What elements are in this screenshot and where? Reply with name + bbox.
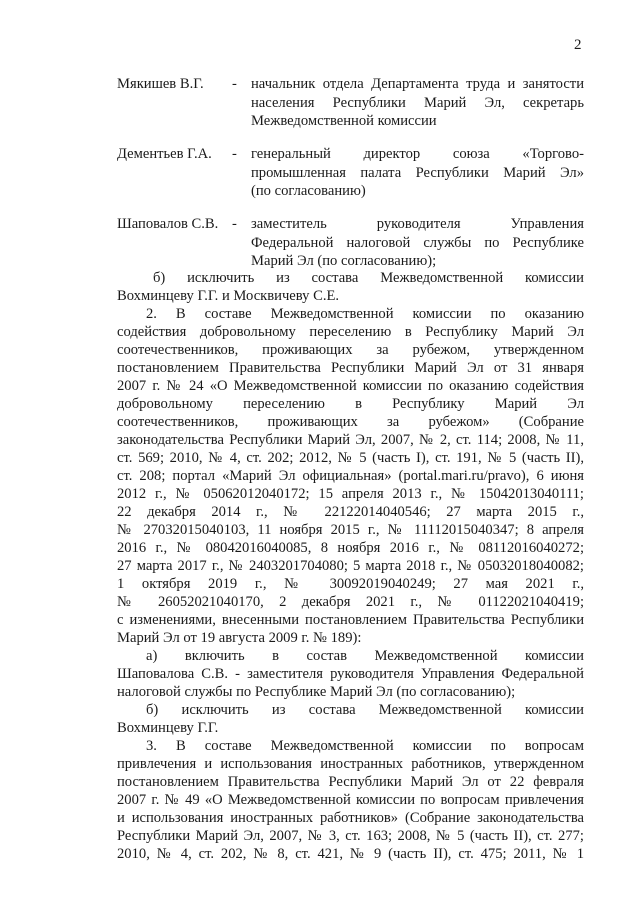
body-line: а) включить в состав Межведомственной комиссии xyxy=(146,648,584,664)
body-line: постановлением Правительства Республики Марий Эл от 31 января xyxy=(117,360,584,376)
body-line: ст. 569; 2010, № 4, ст. 202; 2012, № 5 (часть I), ст. 191, № 5 (часть II), xyxy=(117,450,584,466)
body-line: Республики Марий Эл, 2007, № 3, ст. 163; 2008, № 5 (часть II), ст. 277; xyxy=(117,828,584,844)
member-role-line: Межведомственной комиссии xyxy=(251,113,437,130)
body-line: б) исключить из состава Межведомственной комиссии xyxy=(146,702,584,718)
member-role-line: генеральный директор союза «Торгово- xyxy=(251,146,584,162)
body-line: 1 октября 2019 г., № 30092019040249; 27 мая 2021 г., xyxy=(117,576,584,592)
member-role-line: (по согласованию) xyxy=(251,183,366,200)
body-line: соотечественников, проживающих за рубежом, утвержденном xyxy=(117,342,584,358)
body-line: Вохминцеву Г.Г. и Москвичеву С.Е. xyxy=(117,288,340,304)
member-role xyxy=(251,145,584,201)
body-line: № 26052021040170, 2 декабря 2021 г., № 01122021040419; xyxy=(117,594,584,610)
body-line: 3. В составе Межведомственной комиссии по вопросам xyxy=(146,738,584,754)
body-line: 2010, № 4, ст. 202, № 8, ст. 421, № 9 (часть II), ст. 475; 2011, № 1 xyxy=(117,846,584,862)
member-dash: - xyxy=(232,146,237,162)
body-line: ст. 208; портал «Марий Эл официальная» (portal.mari.ru/pravo), 6 июня xyxy=(117,468,584,484)
body-line: 2. В составе Межведомственной комиссии по оказанию xyxy=(146,306,584,322)
body-line: законодательства Республики Марий Эл, 2007, № 2, ст. 114; 2008, № 11, xyxy=(117,432,584,448)
member-role xyxy=(251,75,584,131)
body-line: Шаповалова С.В. - заместителя руководителя Управления Федеральной xyxy=(117,666,584,682)
member-role xyxy=(251,215,584,271)
body-line: добровольному переселению в Республику Марий Эл xyxy=(117,396,584,412)
body-line: 22 декабря 2014 г., № 22122014040546; 27 марта 2015 г., xyxy=(117,504,584,520)
body-line: и использования иностранных работников» (Собрание законодательства xyxy=(117,810,584,826)
page-number: 2 xyxy=(574,37,582,53)
member-dash: - xyxy=(232,76,237,92)
body-line: 2016 г., № 08042016040085, 8 ноября 2016 г., № 08112016040272; xyxy=(117,540,584,556)
body-line: Марий Эл от 19 августа 2009 г. № 189): xyxy=(117,630,362,646)
member-name: Дементьев Г.А. xyxy=(117,146,212,162)
member-name: Мякишев В.Г. xyxy=(117,76,204,92)
member-role-line: Федеральной налоговой службы по Республике xyxy=(251,234,584,251)
body-line: 2007 г. № 49 «О Межведомственной комиссии по вопросам привлечения xyxy=(117,792,584,808)
body-line: налоговой службы по Республике Марий Эл (по согласованию); xyxy=(117,684,516,700)
body-line: привлечения и использования иностранных работников, утвержденном xyxy=(117,756,584,772)
member-role-line: промышленная палата Республики Марий Эл» xyxy=(251,164,584,181)
body-line: содействия добровольному переселению в Республику Марий Эл xyxy=(117,324,584,340)
member-role-line: Марий Эл (по согласованию); xyxy=(251,253,437,270)
body-line: б) исключить из состава Межведомственной комиссии xyxy=(153,270,584,286)
body-line: Вохминцеву Г.Г. xyxy=(117,720,219,736)
body-line: 2007 г. № 24 «О Межведомственной комиссии по оказанию содействия xyxy=(117,378,584,394)
body-line: № 27032015040103, 11 ноября 2015 г., № 11112015040347; 8 апреля xyxy=(117,522,584,538)
body-line: постановлением Правительства Республики Марий Эл от 22 февраля xyxy=(117,774,584,790)
member-role-line: населения Республики Марий Эл, секретарь xyxy=(251,94,584,111)
member-dash: - xyxy=(232,216,237,232)
body-line: 27 марта 2017 г., № 2403201704080; 5 марта 2018 г., № 05032018040082; xyxy=(117,558,584,574)
member-name: Шаповалов С.В. xyxy=(117,216,219,232)
member-role-line: заместитель руководителя Управления xyxy=(251,216,584,232)
body-line: с изменениями, внесенными постановлением Правительства Республики xyxy=(117,612,584,628)
member-role-line: начальник отдела Департамента труда и занятости xyxy=(251,76,584,92)
body-line: 2012 г., № 05062012040172; 15 апреля 2013 г., № 15042013040111; xyxy=(117,486,584,502)
body-line: соотечественников, проживающих за рубежом» (Собрание xyxy=(117,414,584,430)
